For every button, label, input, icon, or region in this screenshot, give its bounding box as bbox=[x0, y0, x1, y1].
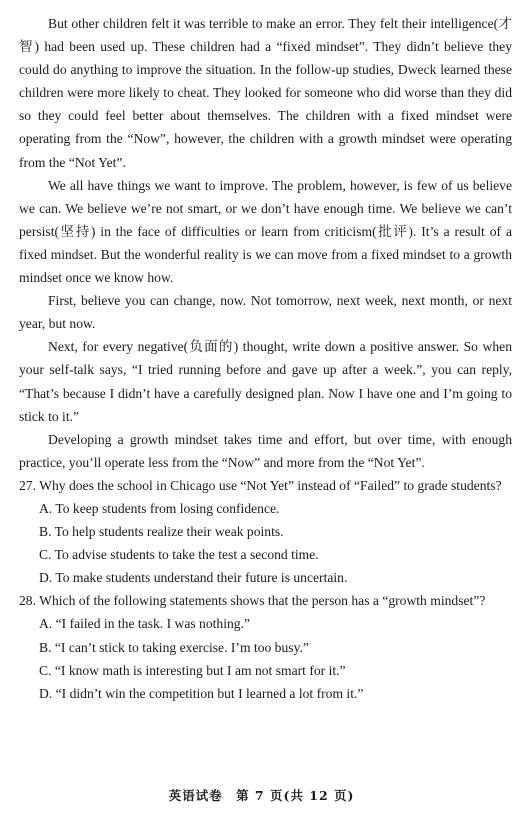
option-b[interactable]: B. “I can’t stick to taking exercise. I’m too busy.” bbox=[39, 639, 309, 655]
option-d[interactable]: D. “I didn’t win the competition but I learned a lot from it.” bbox=[39, 685, 364, 701]
option-a[interactable]: A. “I failed in the task. I was nothing.” bbox=[39, 616, 251, 632]
passage-paragraph: Developing a growth mindset takes time and effort, but over time, with enough practice, you’ll operate less from the “Now” and more from the “Not Yet”. bbox=[19, 431, 512, 470]
question-28 bbox=[19, 589, 512, 704]
passage-paragraph: First, believe you can change, now. Not tomorrow, next week, next month, or next year, but now. bbox=[19, 293, 512, 332]
option-c[interactable]: C. To advise students to take the test a second time. bbox=[39, 547, 319, 563]
option-b[interactable]: B. To help students realize their weak points. bbox=[39, 524, 284, 540]
question-stem: 27. Why does the school in Chicago use “Not Yet” instead of “Failed” to grade students? bbox=[19, 477, 502, 493]
question-27 bbox=[19, 474, 512, 589]
question-stem: 28. Which of the following statements shows that the person has a “growth mindset”? bbox=[19, 593, 486, 609]
page-footer: 英语试卷 第 7 页(共 12 页) bbox=[168, 788, 355, 803]
passage-paragraph: But other children felt it was terrible to make an error. They felt their intelligence(才智) had been used up. These children had a “fixed mindset”. They didn’t believe they could do anything to improve the situation. In the follow-up studies, Dweck learned these children were more likely to cheat. They looked for someone who did worse than they did so they could feel better about themselves. The children with a fixed mindset were operating from the “Now”, however, the children with a growth mindset were operating from the “Not Yet”. bbox=[19, 16, 512, 170]
option-d[interactable]: D. To make students understand their future is uncertain. bbox=[39, 570, 348, 586]
passage-paragraph: Next, for every negative(负面的) thought, write down a positive answer. So when your self-talk says, “I tried running before and gave up after a week.”, you can reply, “That’s because I didn’t have a carefully designed plan. Now I have one and I’m going to stick to it.” bbox=[19, 339, 512, 424]
option-a[interactable]: A. To keep students from losing confidence. bbox=[39, 500, 280, 516]
option-c[interactable]: C. “I know math is interesting but I am not smart for it.” bbox=[39, 662, 346, 678]
passage-paragraph: We all have things we want to improve. The problem, however, is few of us believe we can. We believe we’re not smart, or we don’t have enough time. We believe we can’t persist(坚持) in the face of difficulties or learn from criticism(批评). It’s a result of a fixed mindset. But the wonderful reality is we can move from a fixed mindset to a growth mindset once we know how. bbox=[19, 177, 512, 286]
